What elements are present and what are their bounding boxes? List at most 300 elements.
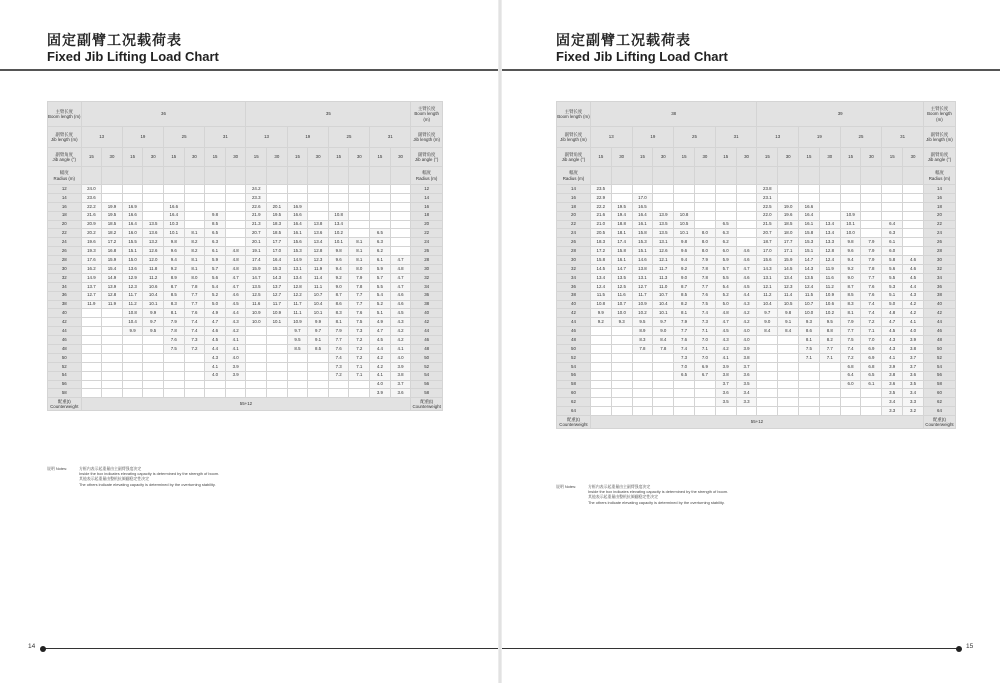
load-value-cell: 7.7: [184, 291, 205, 300]
radius-cell: 38: [923, 291, 955, 300]
load-value-cell: [81, 380, 102, 389]
load-value-cell: 11.2: [122, 300, 143, 309]
load-value-cell: 7.6: [861, 291, 882, 300]
load-value-cell: 11.7: [267, 300, 288, 309]
table-row: [48, 193, 443, 202]
load-value-cell: [184, 362, 205, 371]
load-value-cell: 9.5: [287, 336, 308, 345]
load-value-cell: 6.2: [370, 247, 391, 256]
load-value-cell: [882, 211, 903, 220]
load-value-cell: 9.9: [308, 318, 329, 327]
load-value-cell: [861, 193, 882, 202]
table-row: [557, 371, 956, 380]
load-value-cell: 12.5: [611, 282, 632, 291]
load-value-cell: [390, 220, 411, 229]
load-value-cell: 6.0: [840, 380, 861, 389]
load-value-cell: 13.6: [308, 229, 329, 238]
radius-cell: 46: [923, 327, 955, 336]
load-value-cell: 4.4: [903, 282, 924, 291]
jib-length-cell: 31: [882, 127, 924, 148]
load-value-cell: [611, 353, 632, 362]
load-value-cell: 13.6: [143, 229, 164, 238]
load-value-cell: [840, 185, 861, 194]
load-value-cell: 3.7: [736, 362, 757, 371]
radius-cell: 48: [48, 345, 82, 354]
load-value-cell: 8.1: [184, 229, 205, 238]
jib-length-label: [48, 127, 82, 148]
load-value-cell: [819, 193, 840, 202]
load-value-cell: 11.6: [819, 273, 840, 282]
table-row: [557, 407, 956, 416]
load-value-cell: [694, 220, 715, 229]
jib-length-cell: 13: [81, 127, 122, 148]
load-value-cell: 4.9: [370, 318, 391, 327]
load-value-cell: 16.0: [122, 229, 143, 238]
load-value-cell: [632, 353, 653, 362]
radius-cell: 48: [557, 336, 591, 345]
load-value-cell: 23.5: [590, 185, 611, 194]
load-value-cell: [819, 362, 840, 371]
load-value-cell: 8.3: [840, 300, 861, 309]
load-value-cell: [590, 327, 611, 336]
load-value-cell: 6.1: [861, 380, 882, 389]
radius-cell: 52: [557, 353, 591, 362]
load-value-cell: [267, 336, 288, 345]
radius-cell: 54: [557, 362, 591, 371]
load-value-cell: 10.2: [328, 229, 349, 238]
load-value-cell: [736, 211, 757, 220]
radius-cell: 32: [923, 265, 955, 274]
jib-angle-cell: 15: [840, 148, 861, 167]
load-value-cell: 3.6: [736, 371, 757, 380]
load-value-cell: [799, 407, 820, 416]
radius-cell: 28: [411, 256, 443, 265]
load-value-cell: 7.6: [694, 291, 715, 300]
load-value-cell: [799, 185, 820, 194]
load-value-cell: 8.1: [184, 265, 205, 274]
load-value-cell: 5.1: [370, 309, 391, 318]
load-value-cell: 12.8: [287, 282, 308, 291]
radius-cell: 64: [557, 407, 591, 416]
load-value-cell: [287, 362, 308, 371]
load-value-cell: 4.1: [370, 371, 391, 380]
load-value-cell: [390, 211, 411, 220]
load-value-cell: 10.1: [308, 309, 329, 318]
load-value-cell: [757, 380, 778, 389]
load-value-cell: [861, 398, 882, 407]
load-value-cell: 8.4: [653, 336, 674, 345]
load-value-cell: [81, 345, 102, 354]
load-value-cell: 4.6: [903, 265, 924, 274]
load-value-cell: [246, 353, 267, 362]
load-value-cell: [225, 380, 246, 389]
load-value-cell: 7.7: [694, 282, 715, 291]
load-value-cell: [757, 389, 778, 398]
load-value-cell: [225, 220, 246, 229]
load-value-cell: 4.8: [225, 247, 246, 256]
load-value-cell: [903, 202, 924, 211]
load-value-cell: 4.1: [225, 345, 246, 354]
load-value-cell: 3.9: [225, 371, 246, 380]
load-value-cell: 7.9: [328, 327, 349, 336]
load-value-cell: 13.8: [632, 265, 653, 274]
load-value-cell: 16.4: [287, 220, 308, 229]
jib-angle-cell: 30: [102, 148, 123, 167]
load-value-cell: 7.4: [861, 309, 882, 318]
load-value-cell: 3.3: [882, 407, 903, 416]
load-value-cell: [611, 398, 632, 407]
load-value-cell: [81, 389, 102, 398]
load-value-cell: 10.8: [590, 300, 611, 309]
load-value-cell: 6.4: [882, 220, 903, 229]
table-row: [557, 353, 956, 362]
table-row: [48, 380, 443, 389]
radius-cell: 58: [48, 389, 82, 398]
load-value-cell: 6.8: [861, 362, 882, 371]
load-value-cell: 8.3: [632, 336, 653, 345]
load-value-cell: 7.6: [164, 336, 185, 345]
load-value-cell: 16.6: [122, 211, 143, 220]
load-value-cell: 12.3: [122, 282, 143, 291]
load-value-cell: 4.2: [903, 309, 924, 318]
load-value-cell: 7.7: [674, 327, 695, 336]
note-line: 其他表示起重量由整机抗倾翻稳定性决定: [588, 494, 659, 500]
load-value-cell: [225, 211, 246, 220]
load-value-cell: [736, 407, 757, 416]
load-value-cell: 12.8: [102, 291, 123, 300]
radius-cell: 30: [411, 265, 443, 274]
load-value-cell: [225, 238, 246, 247]
load-value-cell: 18.2: [102, 229, 123, 238]
load-value-cell: [611, 389, 632, 398]
load-value-cell: 20.5: [590, 229, 611, 238]
jib-angle-cell: 15: [81, 148, 102, 167]
load-value-cell: [81, 362, 102, 371]
load-value-cell: [390, 202, 411, 211]
header-blank-cell: [81, 167, 102, 185]
load-value-cell: 10.4: [757, 300, 778, 309]
load-value-cell: 7.3: [674, 353, 695, 362]
table-row: [557, 211, 956, 220]
load-value-cell: 15.6: [757, 256, 778, 265]
notes-label: 说明 Notes:: [556, 484, 577, 489]
load-value-cell: 7.8: [164, 327, 185, 336]
load-value-cell: [349, 389, 370, 398]
load-value-cell: [308, 185, 329, 194]
load-value-cell: 7.7: [349, 300, 370, 309]
load-value-cell: [611, 407, 632, 416]
load-value-cell: 8.2: [674, 300, 695, 309]
load-value-cell: [632, 185, 653, 194]
load-value-cell: [674, 202, 695, 211]
load-value-cell: [757, 407, 778, 416]
header-blank-cell: [370, 167, 391, 185]
load-value-cell: 8.5: [308, 345, 329, 354]
load-value-cell: [840, 193, 861, 202]
load-value-cell: 9.0: [653, 327, 674, 336]
header-row-angle: [557, 148, 956, 167]
load-value-cell: [349, 211, 370, 220]
load-value-cell: [164, 362, 185, 371]
header-label-cn: 副臂角度: [55, 151, 74, 157]
header-blank-cell: [122, 167, 143, 185]
load-value-cell: [799, 380, 820, 389]
radius-cell: 44: [48, 327, 82, 336]
load-value-cell: 10.9: [840, 211, 861, 220]
load-value-cell: 15.3: [632, 238, 653, 247]
table-row: [557, 389, 956, 398]
radius-cell: 30: [923, 256, 955, 265]
header-label-cn: 副臂长度: [930, 131, 949, 137]
table-row: [48, 353, 443, 362]
load-value-cell: 21.6: [590, 211, 611, 220]
load-value-cell: 17.7: [267, 238, 288, 247]
load-value-cell: [611, 193, 632, 202]
table-row: [557, 256, 956, 265]
jib-angle-cell: 15: [122, 148, 143, 167]
load-value-cell: [205, 389, 226, 398]
table-row: [557, 247, 956, 256]
load-value-cell: 9.8: [778, 309, 799, 318]
load-value-cell: 6.7: [694, 371, 715, 380]
counterweight-label: [48, 398, 82, 411]
load-value-cell: 11.4: [778, 291, 799, 300]
load-value-cell: 4.3: [882, 336, 903, 345]
load-value-cell: 8.5: [840, 291, 861, 300]
load-value-cell: 8.1: [799, 336, 820, 345]
load-value-cell: [632, 407, 653, 416]
load-value-cell: [287, 185, 308, 194]
load-value-cell: [308, 371, 329, 380]
radius-cell: 58: [411, 389, 443, 398]
load-value-cell: 15.0: [122, 256, 143, 265]
load-value-cell: 7.7: [184, 300, 205, 309]
header-label-en: Boom length (m): [48, 114, 81, 119]
load-value-cell: 19.0: [778, 202, 799, 211]
load-value-cell: 9.2: [328, 273, 349, 282]
counterweight-value: 55+12: [81, 398, 411, 411]
radius-cell: 18: [48, 211, 82, 220]
load-value-cell: 4.7: [882, 318, 903, 327]
load-value-cell: 10.9: [246, 309, 267, 318]
load-value-cell: 4.2: [390, 327, 411, 336]
load-value-cell: 8.4: [757, 327, 778, 336]
load-value-cell: [736, 202, 757, 211]
load-value-cell: 17.0: [632, 193, 653, 202]
header-blank-cell: [694, 167, 715, 185]
load-value-cell: 13.6: [122, 265, 143, 274]
load-value-cell: 7.2: [328, 371, 349, 380]
load-value-cell: 11.8: [143, 265, 164, 274]
radius-cell: 32: [557, 265, 591, 274]
load-value-cell: 7.7: [840, 327, 861, 336]
load-value-cell: 8.7: [674, 282, 695, 291]
load-value-cell: [184, 193, 205, 202]
load-value-cell: 4.5: [715, 327, 736, 336]
load-value-cell: [205, 380, 226, 389]
load-value-cell: [102, 327, 123, 336]
page-title-cn: 固定副臂工况载荷表: [556, 33, 691, 49]
load-value-cell: 10.7: [308, 291, 329, 300]
load-value-cell: [799, 193, 820, 202]
radius-cell: 46: [557, 327, 591, 336]
load-value-cell: 18.8: [611, 220, 632, 229]
radius-cell: 38: [557, 291, 591, 300]
load-value-cell: 9.8: [328, 247, 349, 256]
load-chart-table: [556, 101, 956, 429]
load-value-cell: [736, 193, 757, 202]
load-value-cell: [143, 336, 164, 345]
load-value-cell: [590, 371, 611, 380]
header-blank-cell: [205, 167, 226, 185]
load-value-cell: [267, 362, 288, 371]
note-line: 其他表示起重量由整机抗倾翻稳定性决定: [79, 476, 150, 482]
header-label-cn: 主臂长度: [930, 106, 949, 112]
load-value-cell: 15.8: [799, 229, 820, 238]
load-value-cell: 16.1: [632, 220, 653, 229]
jib-length-cell: 19: [632, 127, 674, 148]
load-value-cell: 8.1: [840, 309, 861, 318]
page-number: 15: [966, 643, 974, 650]
load-value-cell: 11.2: [143, 273, 164, 282]
jib-angle-cell: 30: [861, 148, 882, 167]
jib-angle-cell: 30: [903, 148, 924, 167]
load-value-cell: [390, 247, 411, 256]
header-label-cn: 副臂长度: [417, 131, 436, 137]
table-row: [48, 265, 443, 274]
load-value-cell: [81, 318, 102, 327]
boom-length-cell: 38: [590, 102, 757, 127]
load-value-cell: [778, 380, 799, 389]
load-value-cell: 5.1: [882, 291, 903, 300]
load-value-cell: 16.4: [632, 211, 653, 220]
radius-cell: 26: [923, 238, 955, 247]
load-value-cell: 3.3: [903, 398, 924, 407]
load-value-cell: [143, 389, 164, 398]
load-value-cell: [799, 362, 820, 371]
load-value-cell: [694, 202, 715, 211]
load-value-cell: 9.1: [308, 336, 329, 345]
load-value-cell: 7.0: [674, 362, 695, 371]
load-value-cell: 11.6: [246, 300, 267, 309]
header-blank-cell: [632, 167, 653, 185]
load-value-cell: [694, 380, 715, 389]
load-value-cell: 13.1: [632, 273, 653, 282]
header-label-cn: 幅度: [422, 170, 432, 176]
load-value-cell: 8.2: [819, 336, 840, 345]
load-value-cell: [590, 362, 611, 371]
load-value-cell: 4.3: [903, 291, 924, 300]
load-value-cell: [122, 336, 143, 345]
load-value-cell: 9.7: [308, 327, 329, 336]
load-value-cell: [653, 398, 674, 407]
load-value-cell: 4.1: [903, 318, 924, 327]
load-value-cell: 7.5: [164, 345, 185, 354]
load-value-cell: [308, 353, 329, 362]
load-value-cell: 16.4: [799, 211, 820, 220]
load-value-cell: 10.5: [778, 300, 799, 309]
radius-cell: 52: [48, 362, 82, 371]
jib-angle-cell: 30: [184, 148, 205, 167]
counterweight-row: [557, 416, 956, 429]
load-value-cell: [778, 362, 799, 371]
radius-cell: 42: [923, 309, 955, 318]
load-value-cell: 13.7: [267, 282, 288, 291]
load-value-cell: [694, 407, 715, 416]
load-value-cell: [840, 407, 861, 416]
header-label-cn: 配重(t): [420, 399, 434, 405]
load-value-cell: [122, 380, 143, 389]
radius-cell: 12: [48, 185, 82, 194]
load-value-cell: 15.5: [122, 238, 143, 247]
load-value-cell: [164, 185, 185, 194]
load-value-cell: 7.9: [861, 247, 882, 256]
jib-length-label: [923, 127, 955, 148]
load-value-cell: [390, 238, 411, 247]
load-value-cell: 3.4: [882, 398, 903, 407]
header-label-en: Counterweight: [925, 422, 954, 428]
radius-cell: 42: [557, 309, 591, 318]
load-value-cell: 7.5: [799, 345, 820, 354]
load-value-cell: [308, 389, 329, 398]
header-blank-cell: [287, 167, 308, 185]
header-label-cn: 幅度: [935, 170, 944, 176]
jib-angle-cell: 30: [736, 148, 757, 167]
load-value-cell: 9.7: [143, 318, 164, 327]
radius-cell: 26: [557, 238, 591, 247]
load-value-cell: [81, 309, 102, 318]
jib-length-cell: 25: [674, 127, 716, 148]
load-value-cell: [390, 193, 411, 202]
load-value-cell: 3.6: [882, 380, 903, 389]
load-value-cell: 10.3: [164, 220, 185, 229]
load-value-cell: 22.9: [590, 193, 611, 202]
load-value-cell: 9.6: [164, 247, 185, 256]
load-value-cell: 4.4: [736, 291, 757, 300]
load-value-cell: 23.8: [757, 185, 778, 194]
boom-length-cell: 39: [757, 102, 924, 127]
load-value-cell: 17.6: [81, 256, 102, 265]
load-value-cell: [799, 371, 820, 380]
load-value-cell: 8.1: [349, 256, 370, 265]
load-value-cell: [840, 389, 861, 398]
load-value-cell: 21.3: [246, 220, 267, 229]
load-value-cell: [143, 362, 164, 371]
load-value-cell: 5.7: [205, 265, 226, 274]
load-value-cell: 7.1: [349, 371, 370, 380]
load-value-cell: [778, 353, 799, 362]
radius-cell: 46: [411, 336, 443, 345]
radius-cell: 36: [48, 291, 82, 300]
load-value-cell: 14.9: [81, 273, 102, 282]
load-value-cell: [590, 380, 611, 389]
load-value-cell: 21.6: [81, 211, 102, 220]
load-value-cell: [903, 185, 924, 194]
load-value-cell: 12.6: [653, 247, 674, 256]
load-value-cell: 9.9: [143, 309, 164, 318]
load-value-cell: 4.7: [390, 256, 411, 265]
load-value-cell: [611, 327, 632, 336]
load-value-cell: [903, 247, 924, 256]
load-value-cell: [653, 407, 674, 416]
radius-cell: 32: [48, 273, 82, 282]
header-label-en: Boom length (m): [414, 111, 439, 122]
radius-cell: 28: [48, 256, 82, 265]
load-value-cell: 4.6: [736, 256, 757, 265]
load-value-cell: 4.2: [370, 353, 391, 362]
load-value-cell: 4.0: [390, 353, 411, 362]
load-value-cell: 13.5: [143, 220, 164, 229]
